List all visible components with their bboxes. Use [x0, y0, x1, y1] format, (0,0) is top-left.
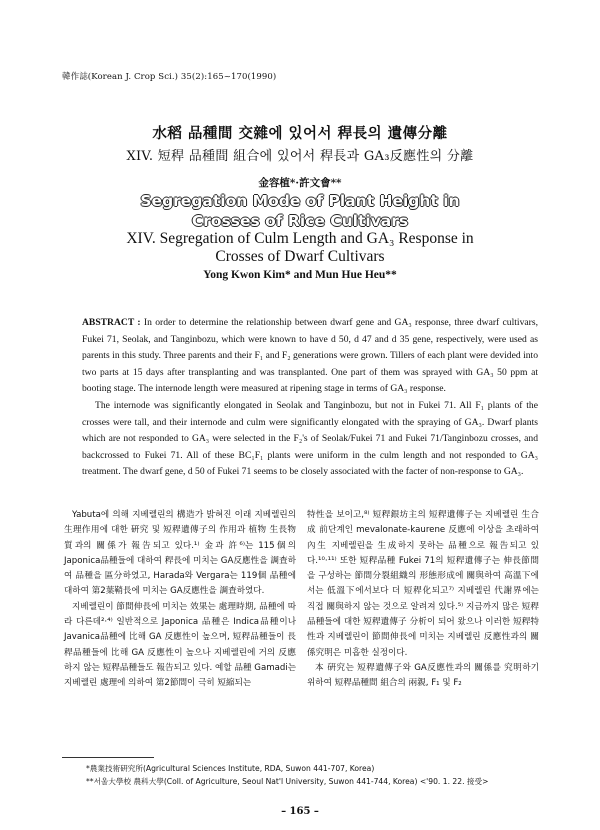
english-title-line-1: Segregation Mode of Plant Height in	[140, 192, 460, 210]
body-column-left	[64, 508, 296, 692]
body-paragraph: 本 硏究는 短稈遺傳子와 GA反應性과의 關係를 究明하기 위하여 短稈品種間 組合의 兩親, F₁ 및 F₂	[307, 662, 539, 689]
abstract-paragraph-1	[82, 315, 538, 398]
body-column-right	[307, 508, 539, 692]
page-number: – 165 –	[281, 806, 319, 817]
english-authors: Yong Kwon Kim* and Mun Hue Heu**	[203, 269, 397, 281]
korean-title: 水稻 品種間 交雜에 있어서 稈長의 遺傳分離	[152, 125, 448, 142]
footnote-divider	[62, 757, 154, 758]
body-paragraph: Yabuta에 의해 지베렐린의 構造가 밝혀진 이래 지베렐린의 生理作用에 대한 硏究 및 短稈遺傳子의 作用과 植物 生長物質과의 關係가 報告되고 있다.¹⁾ 金과 許⁶⁾는 115個의 Japonica品種들에 대하여 稈長에 미치는 GA反應性을 調査하여 品種을 區分하였고, Harada와 Vergara는 119個 品種에 대하여 第2葉鞘長에 미치는 GA反應性을 調査하였다.	[64, 510, 296, 597]
abstract	[82, 315, 538, 481]
abstract-paragraph-2: The internode was significantly elongated in Seolak and Tanginbozu, but not in Fukei 71. All F₁ plants of the crosses were tall, and their internode and culm were significantly elongated with the spraying of GA₃. Dwarf plants which are not responded to GA₃ were selected in the F₂'s of Seolak/Fukei 71 and Fukei 71/Tanginbozu crosses, and backcrossed to Fukei 71. All of these BC₁F₁ plants were uniform in the culm length and not responded to GA₃ treatment. The dwarf gene, d 50 of Fukei 71 seems to be closely associated with the facter of non-response to GA₃.	[82, 399, 538, 478]
journal-citation: 韓作誌(Korean J. Crop Sci.) 35(2):165~170(1990)	[62, 72, 277, 82]
korean-subtitle: XIV. 短稈 品種間 組合에 있어서 稈長과 GA₃反應性의 分離	[126, 149, 474, 164]
english-subtitle-line-1: XIV. Segregation of Culm Length and GA₃ Response in	[126, 230, 474, 247]
body-paragraph: 지베렐린이 節間伸長에 미치는 效果는 處理時期, 品種에 따라 다른데²·⁴⁾ 일반적으로 Japonica 品種은 Indica品種이나 Javanica品種에 比해 GA 反應性이 높으며, 短稈品種들이 長稈品種들에 比해 GA 反應性이 높으나 지베렐린에 거의 反應하지 않는 短稈品種들도 報告되고 있다. 예할 品種 Gamadi는 지베렐린 處理에 의하여 第2節間이 극히 短縮되는	[64, 601, 296, 689]
footnote-2: **서울大學校 農科大學(Coll. of Agriculture, Seoul Nat'l University, Suwon 441-744, Korea) <'90. 1. 22. 接受>	[86, 777, 489, 786]
english-title-line-2: Crosses of Rice Cultivars	[191, 212, 409, 230]
korean-authors: 金容植*·許文會**	[258, 177, 342, 189]
footnote-1: *農業技術硏究所(Agricultural Sciences Institute, RDA, Suwon 441-707, Korea)	[86, 764, 375, 773]
body-paragraph: 特性을 보이고,⁸⁾ 短稈銀坊主의 短稈遺傳子는 지베렐린 生合成 前단계인 mevalonate-kaurene 反應에 이상을 초래하여 內生 지베렐린을 生成하지 못하는 品種으로 報告되고 있다.¹⁰·¹¹⁾ 또한 短稈品種 Fukei 71의 短稈遺傳子는 伸長節間을 구성하는 節間分裂組織의 形態形成에 關與하여 高溫下에서는 低溫下에서보다 더 短稈化되고⁷⁾ 지베렐린 代謝界에는 직접 關與하지 않는 것으로 알려져 있다.⁵⁾ 지금까지 많은 短稈品種들에 대한 短稈遺傳子 分析이 되어 왔으나 이러한 短稈特性과 지베렐린이 節間伸長에 미치는 지베렐린 反應性과의 關係究明은 미흡한 실정이다.	[307, 510, 539, 658]
english-subtitle-line-2: Crosses of Dwarf Cultivars	[215, 248, 385, 265]
abstract-text-1: In order to determine the relationship between dwarf gene and GA₃ response, three dwarf cultivars, Fukei 71, Seolak, and Tanginbozu, which were known to have d 50, d 47 and d 35 gene, respectively, were used as parents in this study. Three parents and their F₁ and F₂ generations were grown. Tillers of each plant were devided into two parts at 15 days after transplanting and was transplanted. One part of them was sprayed with GA₃ 50 ppm at booting stage. The internode length were measured at ripening stage in terms of GA₃ response.	[82, 317, 538, 395]
abstract-label: ABSTRACT :	[82, 317, 141, 328]
